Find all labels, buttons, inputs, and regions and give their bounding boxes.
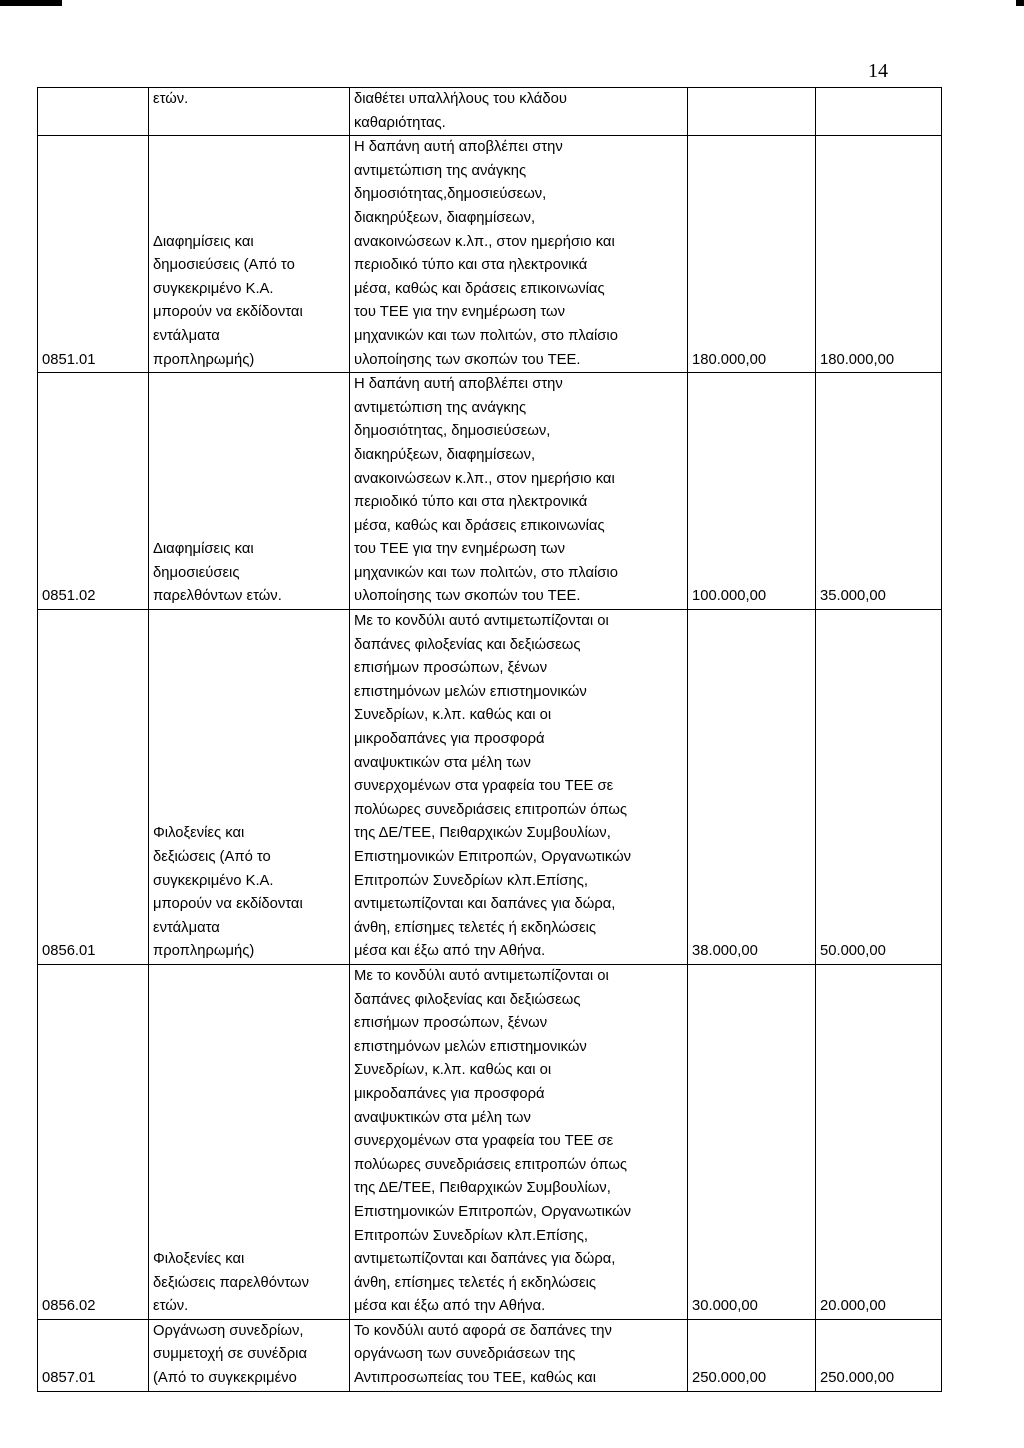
budget-code: 0851.02 [38,373,149,610]
budget-item-name: Φιλοξενίες και δεξιώσεις (Από το συγκεκριμένο Κ.Α. μπορούν να εκδίδονται εντάλματα προπληρωμής) [149,610,350,965]
budget-item-description: Με το κονδύλι αυτό αντιμετωπίζονται οι δαπάνες φιλοξενίας και δεξιώσεως επισήμων προσώπων, ξένων επιστημόνων μελών επιστημονικών Συνεδρίων, κ.λπ. καθώς και οι μικροδαπάνες για προσφορά αναψυκτικών στα μέλη των συνερχομένων στα γραφεία του ΤΕΕ σε πολύωρες συνεδριάσεις επιτροπών όπως της ΔΕ/ΤΕΕ, Πειθαρχικών Συμβουλίων, Επιστημονικών Επιτροπών, Οργανωτικών Επιτροπών Συνεδρίων κλπ.Επίσης, αντιμετωπίζονται και δαπάνες για δώρα, άνθη, επίσημες τελετές ή εκδηλώσεις μέσα και έξω από την Αθήνα. [350,610,688,965]
budget-code: 0856.01 [38,610,149,965]
budget-amount-2: 180.000,00 [816,136,942,373]
table-row [38,373,942,610]
budget-item-description: Η δαπάνη αυτή αποβλέπει στην αντιμετώπιση της ανάγκης δημοσιότητας, δημοσιεύσεων, διακηρύξεων, διαφημίσεων, ανακοινώσεων κ.λπ., στον ημερήσιο και περιοδικό τύπο και στα ηλεκτρονικά μέσα, καθώς και δράσεις επικοινωνίας του ΤΕΕ για την ενημέρωση των μηχανικών και των πολιτών, στο πλαίσιο υλοποίησης των σκοπών του ΤΕΕ. [350,373,688,610]
table-row [38,1319,942,1391]
budget-code: 0857.01 [38,1319,149,1391]
budget-item-name: ετών. [149,88,350,136]
table-row [38,610,942,965]
budget-item-name: Φιλοξενίες και δεξιώσεις παρελθόντων ετών. [149,964,350,1319]
table-row [38,88,942,136]
budget-amount-1 [688,88,816,136]
budget-code [38,88,149,136]
budget-code: 0851.01 [38,136,149,373]
budget-amount-1: 100.000,00 [688,373,816,610]
budget-amount-1: 38.000,00 [688,610,816,965]
budget-amount-2 [816,88,942,136]
table-row [38,964,942,1319]
budget-amount-2: 35.000,00 [816,373,942,610]
budget-item-description: Με το κονδύλι αυτό αντιμετωπίζονται οι δαπάνες φιλοξενίας και δεξιώσεως επισήμων προσώπων, ξένων επιστημόνων μελών επιστημονικών Συνεδρίων, κ.λπ. καθώς και οι μικροδαπάνες για προσφορά αναψυκτικών στα μέλη των συνερχομένων στα γραφεία του ΤΕΕ σε πολύωρες συνεδριάσεις επιτροπών όπως της ΔΕ/ΤΕΕ, Πειθαρχικών Συμβουλίων, Επιστημονικών Επιτροπών, Οργανωτικών Επιτροπών Συνεδρίων κλπ.Επίσης, αντιμετωπίζονται και δαπάνες για δώρα, άνθη, επίσημες τελετές ή εκδηλώσεις μέσα και έξω από την Αθήνα. [350,964,688,1319]
budget-item-description: Το κονδύλι αυτό αφορά σε δαπάνες την οργάνωση των συνεδριάσεων της Αντιπροσωπείας του ΤΕΕ, καθώς και [350,1319,688,1391]
table-row [38,136,942,373]
budget-amount-2: 20.000,00 [816,964,942,1319]
budget-amount-1: 180.000,00 [688,136,816,373]
budget-code: 0856.02 [38,964,149,1319]
page-number: 14 [868,60,888,82]
budget-item-name: Οργάνωση συνεδρίων, συμμετοχή σε συνέδρια (Από το συγκεκριμένο [149,1319,350,1391]
budget-amount-1: 250.000,00 [688,1319,816,1391]
budget-table [37,87,942,1392]
scan-corner-mark-left [0,0,62,6]
budget-item-description: Η δαπάνη αυτή αποβλέπει στην αντιμετώπιση της ανάγκης δημοσιότητας,δημοσιεύσεων, διακηρύξεων, διαφημίσεων, ανακοινώσεων κ.λπ., στον ημερήσιο και περιοδικό τύπο και στα ηλεκτρονικά μέσα, καθώς και δράσεις επικοινωνίας του ΤΕΕ για την ενημέρωση των μηχανικών και των πολιτών, στο πλαίσιο υλοποίησης των σκοπών του ΤΕΕ. [350,136,688,373]
scan-corner-mark-right [1016,0,1024,6]
budget-amount-1: 30.000,00 [688,964,816,1319]
budget-amount-2: 250.000,00 [816,1319,942,1391]
budget-item-name: Διαφημίσεις και δημοσιεύσεις παρελθόντων ετών. [149,373,350,610]
budget-amount-2: 50.000,00 [816,610,942,965]
budget-item-description: διαθέτει υπαλλήλους του κλάδου καθαριότητας. [350,88,688,136]
budget-item-name: Διαφημίσεις και δημοσιεύσεις (Από το συγκεκριμένο Κ.Α. μπορούν να εκδίδονται εντάλματα προπληρωμής) [149,136,350,373]
